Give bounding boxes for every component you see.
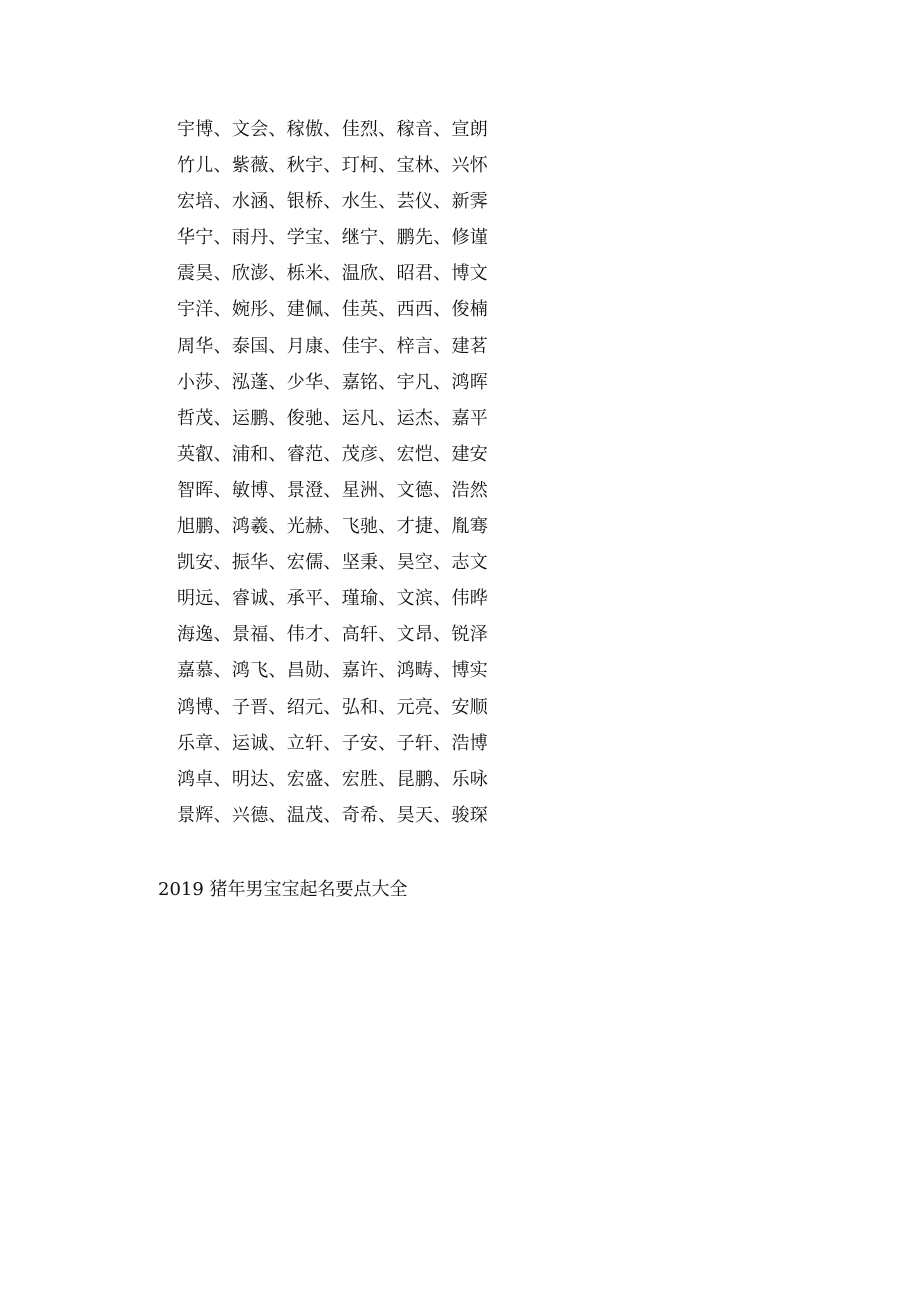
name-line: 嘉慕、鸿飞、昌勋、嘉许、鸿畴、博实 xyxy=(177,660,489,682)
name-line: 旭鹏、鸿羲、光赫、飞驰、才捷、胤骞 xyxy=(177,516,489,538)
name-line: 景辉、兴德、温茂、奇希、昊天、骏琛 xyxy=(177,804,489,826)
name-line: 震昊、欣澎、栎米、温欣、昭君、博文 xyxy=(177,263,489,285)
name-line: 乐章、运诚、立轩、子安、子轩、浩博 xyxy=(177,732,489,754)
name-line: 英叡、浦和、睿范、茂彦、宏恺、建安 xyxy=(177,443,489,465)
name-line: 周华、泰国、月康、佳宇、梓言、建茗 xyxy=(177,335,489,357)
name-line: 华宁、雨丹、学宝、继宁、鹏先、修谨 xyxy=(177,227,489,249)
section-heading: 2019 猪年男宝宝起名要点大全 xyxy=(158,879,408,900)
name-line: 竹儿、紫薇、秋宇、玎柯、宝林、兴怀 xyxy=(177,155,489,177)
name-line: 宇博、文会、稼傲、佳烈、稼音、宣朗 xyxy=(177,119,489,140)
name-list xyxy=(177,114,488,836)
name-line: 智晖、敏博、景澄、星洲、文德、浩然 xyxy=(177,479,489,501)
name-line: 明远、睿诚、承平、瑾瑜、文滨、伟晔 xyxy=(177,588,489,610)
name-line: 宏培、水涵、银桥、水生、芸仪、新霁 xyxy=(177,191,489,213)
name-line: 小莎、泓蓬、少华、嘉铭、宇凡、鸿晖 xyxy=(177,371,489,393)
name-line: 鸿卓、明达、宏盛、宏胜、昆鹏、乐咏 xyxy=(177,768,489,790)
name-line: 鸿博、子晋、绍元、弘和、元亮、安顺 xyxy=(177,696,489,718)
name-line: 宇洋、婉彤、建佩、佳英、西西、俊楠 xyxy=(177,299,489,321)
name-line: 海逸、景福、伟才、高轩、文昂、锐泽 xyxy=(177,624,489,646)
name-line: 哲茂、运鹏、俊驰、运凡、运杰、嘉平 xyxy=(177,407,489,429)
name-line: 凯安、振华、宏儒、坚秉、昊空、志文 xyxy=(177,552,489,574)
